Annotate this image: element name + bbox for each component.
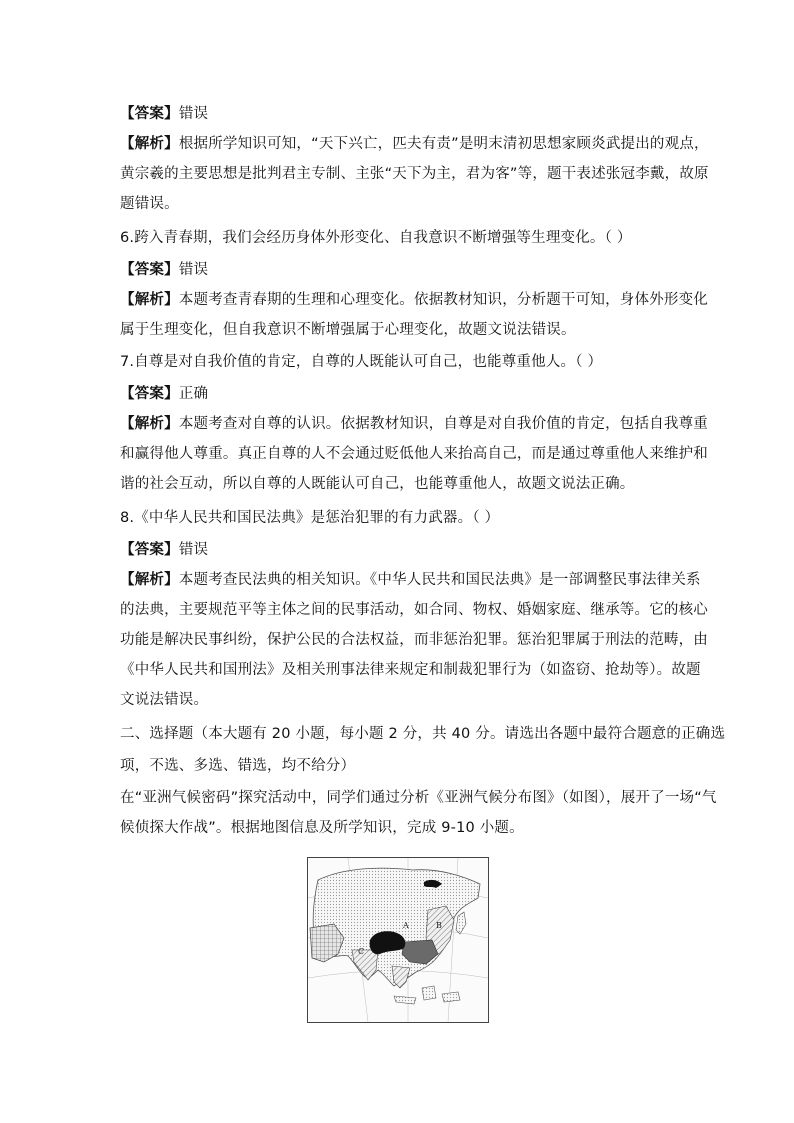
answer-line: 【答案】错误 <box>120 262 209 278</box>
map-label-a: A <box>403 921 409 930</box>
text-line: 候侦探大作战”。根据地图信息及所学知识，完成 9-10 小题。 <box>120 820 524 836</box>
analysis-line: 【解析】根据所学知识可知，“天下兴亡，匹夫有责”是明末清初思想家顾炎武提出的观点， <box>120 136 709 152</box>
analysis-line: 【解析】本题考查青春期的生理和心理变化。依据教材知识，分析题干可知，身体外形变化 <box>120 292 709 308</box>
text-line: 黄宗羲的主要思想是批判君主专制、主张“天下为主，君为客”等，题干表述张冠李戴，故原 <box>120 166 709 182</box>
question-6: 6.跨入青春期，我们会经历身体外形变化、自我意识不断增强等生理变化。（ ） <box>120 230 632 246</box>
text-line: 在“亚洲气候密码”探究活动中，同学们通过分析《亚洲气候分布图》（如图），展开了一场“气 <box>120 790 717 806</box>
text-line: 功能是解决民事纠纷，保护公民的合法权益，而非惩治犯罪。惩治犯罪属于刑法的范畴，由 <box>120 632 708 648</box>
map-label-b: B <box>436 921 442 930</box>
analysis-line: 【解析】本题考查民法典的相关知识。《中华人民共和国民法典》是一部调整民事法律关系 <box>120 572 701 588</box>
text-line: 谐的社会互动，所以自尊的人既能认可自己，也能尊重他人，故题文说法正确。 <box>120 476 635 492</box>
answer-line: 【答案】错误 <box>120 542 209 558</box>
question-8: 8.《中华人民共和国民法典》是惩治犯罪的有力武器。（ ） <box>120 510 500 526</box>
text-line: 属于生理变化，但自我意识不断增强属于心理变化，故题文说法错误。 <box>120 322 576 338</box>
map-drawing <box>308 858 488 1022</box>
map-label-c: C <box>358 947 365 956</box>
text-line: 的法典，主要规范平等主体之间的民事活动，如合同、物权、婚姻家庭、继承等。它的核心 <box>120 602 708 618</box>
text-line: 题错误。 <box>120 196 179 212</box>
text-line: 文说法错误。 <box>120 692 209 708</box>
answer-line: 【答案】错误 <box>120 106 209 122</box>
question-7: 7.自尊是对自我价值的肯定，自尊的人既能认可自己，也能尊重他人。（ ） <box>120 354 603 370</box>
analysis-line: 【解析】本题考查对自尊的认识。依据教材知识，自尊是对自我价值的肯定，包括自我尊重 <box>120 416 709 432</box>
text-line: 项，不选、多选、错选，均不给分） <box>120 758 356 774</box>
text-line: 和赢得他人尊重。真正自尊的人不会通过贬低他人来抬高自己，而是通过尊重他人来维护和 <box>120 446 708 462</box>
text-line: 《中华人民共和国刑法》及相关刑事法律来规定和制裁犯罪行为（如盗窃、抢劫等）。故题 <box>120 662 701 678</box>
asia-climate-map <box>307 857 489 1023</box>
answer-line: 【答案】正确 <box>120 386 209 402</box>
section-heading: 二、选择题（本大题有 20 小题，每小题 2 分，共 40 分。请选出各题中最符合题意的正确选 <box>120 726 726 742</box>
